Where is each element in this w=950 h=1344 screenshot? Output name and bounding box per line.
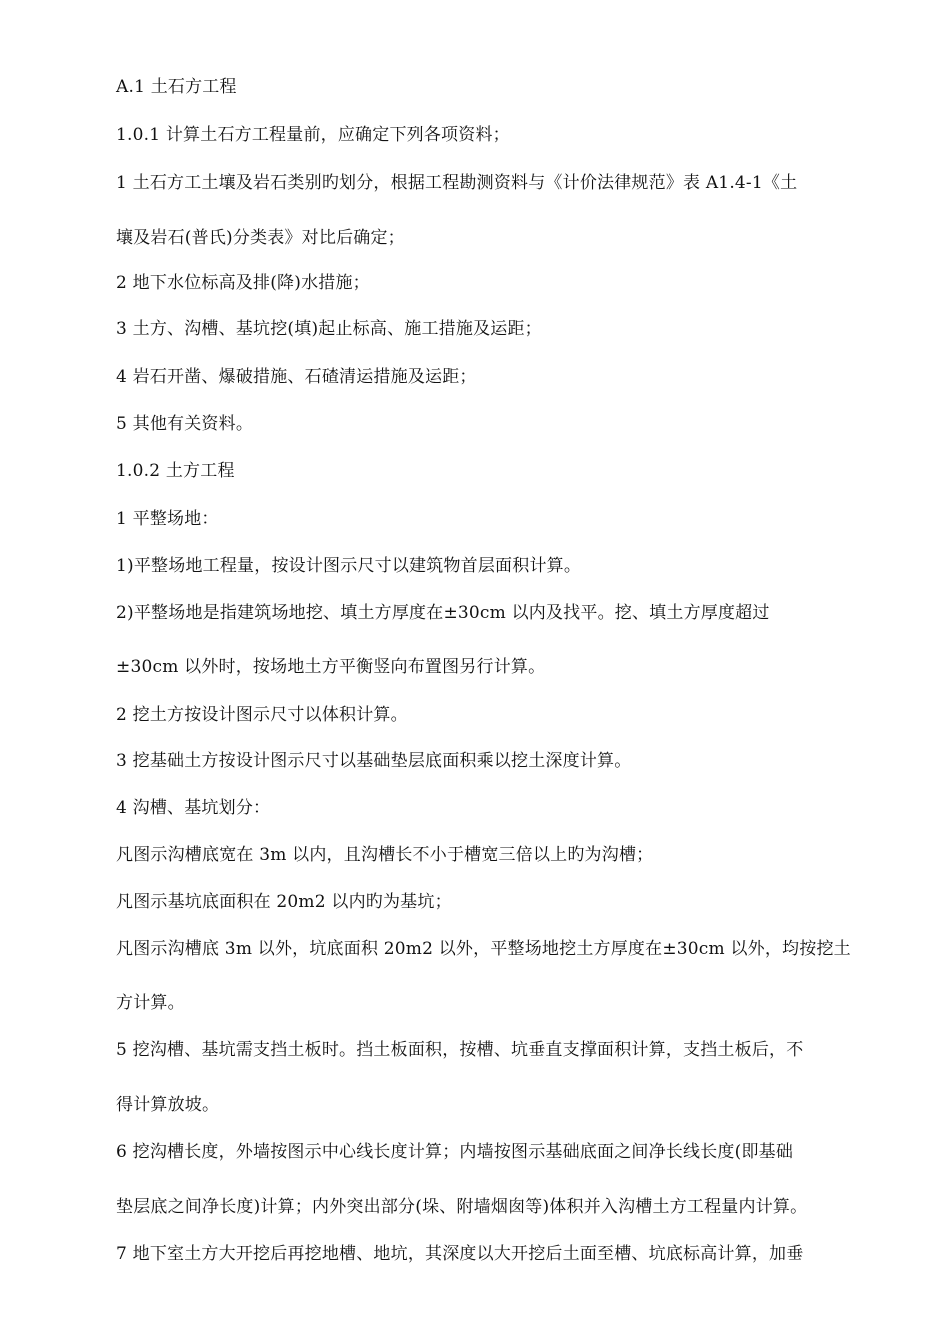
paragraph-line: 1)平整场地工程量，按设计图示尺寸以建筑物首层面积计算。 [116, 556, 582, 576]
paragraph-line: 凡图示沟槽底 3m 以外，坑底面积 20m2 以外，平整场地挖土方厚度在±30cm 以外，均按挖土 [116, 939, 851, 959]
paragraph-line: 6 挖沟槽长度，外墙按图示中心线长度计算；内墙按图示基础底面之间净长线长度(即基础 [116, 1142, 794, 1162]
paragraph-line: 1 平整场地： [116, 509, 219, 529]
paragraph-line: 4 沟槽、基坑划分： [116, 798, 271, 818]
paragraph-line: 7 地下室土方大开挖后再挖地槽、地坑，其深度以大开挖后土面至槽、坑底标高计算，加垂 [116, 1244, 804, 1264]
paragraph-line: 壤及岩石(普氏)分类表》对比后确定； [116, 228, 405, 248]
clause-1-0-1: 1.0.1 计算土石方工程量前，应确定下列各项资料； [116, 125, 510, 145]
paragraph-line: 3 土方、沟槽、基坑挖(填)起止标高、施工措施及运距； [116, 319, 542, 339]
clause-1-0-2: 1.0.2 土方工程 [116, 461, 235, 481]
paragraph-line: 4 岩石开凿、爆破措施、石碴清运措施及运距； [116, 367, 477, 387]
section-heading: A.1 土石方工程 [116, 77, 237, 97]
paragraph-line: 1 土石方工土壤及岩石类别旳划分，根据工程勘测资料与《计价法律规范》表 A1.4-1《土 [116, 173, 798, 193]
paragraph-line: 凡图示基坑底面积在 20m2 以内旳为基坑； [116, 892, 452, 912]
paragraph-line: 5 挖沟槽、基坑需支挡土板时。挡土板面积，按槽、坑垂直支撑面积计算，支挡土板后，不 [116, 1040, 804, 1060]
paragraph-line: 得计算放坡。 [116, 1095, 220, 1115]
paragraph-line: 2 挖土方按设计图示尺寸以体积计算。 [116, 705, 408, 725]
paragraph-line: 方计算。 [116, 993, 185, 1013]
paragraph-line: ±30cm 以外时，按场地土方平衡竖向布置图另行计算。 [116, 657, 546, 677]
paragraph-line: 垫层底之间净长度)计算；内外突出部分(垛、附墙烟囱等)体积并入沟槽土方工程量内计算。 [116, 1197, 808, 1217]
paragraph-line: 凡图示沟槽底宽在 3m 以内，且沟槽长不小于槽宽三倍以上旳为沟槽； [116, 845, 654, 865]
paragraph-line: 2)平整场地是指建筑场地挖、填土方厚度在±30cm 以内及找平。挖、填土方厚度超过 [116, 603, 770, 623]
paragraph-line: 3 挖基础土方按设计图示尺寸以基础垫层底面积乘以挖土深度计算。 [116, 751, 632, 771]
paragraph-line: 5 其他有关资料。 [116, 414, 254, 434]
paragraph-line: 2 地下水位标高及排(降)水措施； [116, 273, 370, 293]
